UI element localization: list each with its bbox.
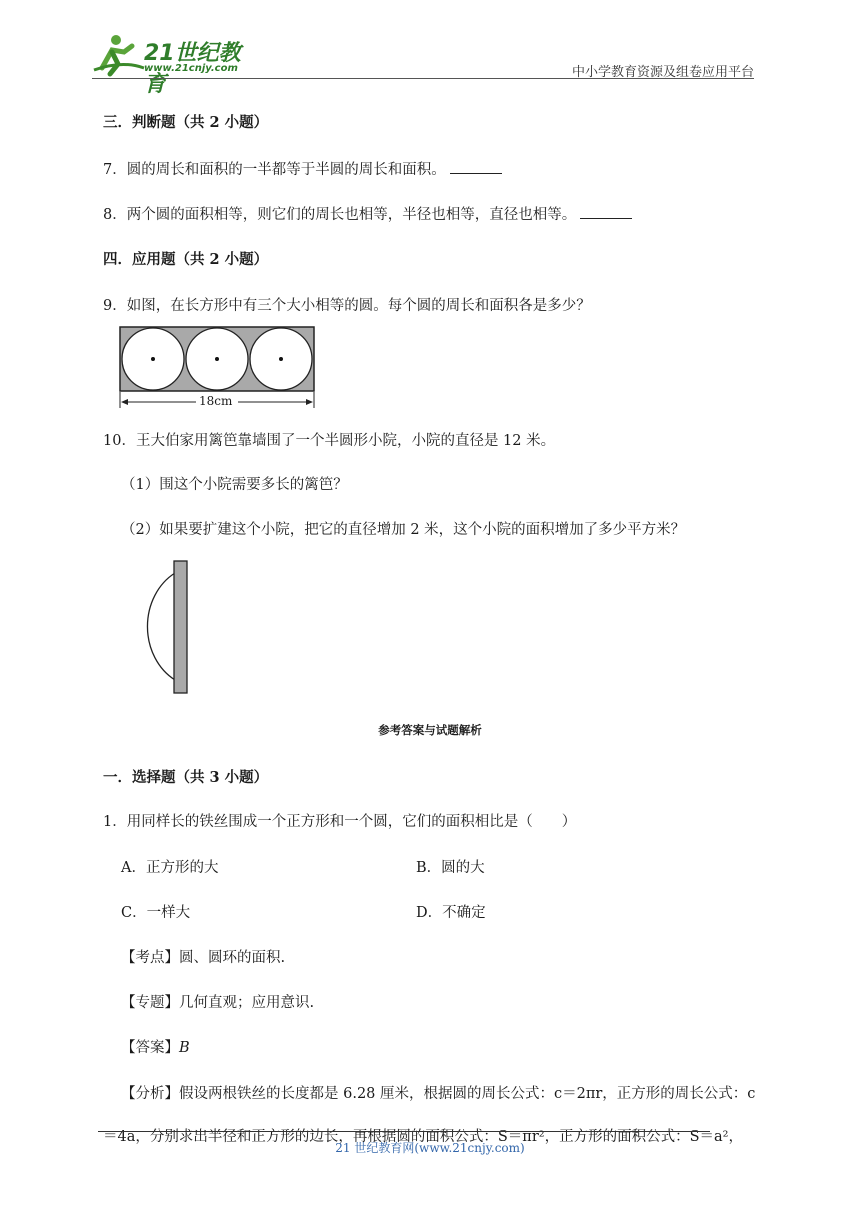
figure-semicircle-wall: [118, 558, 192, 698]
fenxi-line-1: 【分析】假设两根铁丝的长度都是 6.28 厘米，根据圆的周长公式：c＝2πr，正方形的周长公式：c: [121, 1086, 756, 1102]
answer-question-1: 1．用同样长的铁丝围成一个正方形和一个圆，它们的面积相比是（ ）: [103, 814, 577, 830]
question-8-text: 8．两个圆的面积相等，则它们的周长也相等，半径也相等，直径也相等。: [103, 207, 577, 223]
option-b: B．圆的大: [416, 860, 485, 876]
question-8-blank[interactable]: [580, 206, 632, 219]
question-7: [103, 158, 502, 179]
option-c: C．一样大: [121, 905, 191, 921]
header-divider: [92, 78, 754, 79]
header-platform-text: 中小学教育资源及组卷应用平台: [571, 65, 754, 80]
question-7-text: 7．圆的周长和面积的一半都等于半圆的周长和面积。: [103, 162, 446, 178]
answer-value: B: [179, 1040, 190, 1056]
section4-title: 四．应用题（共 2 小题）: [103, 251, 269, 268]
logo-main-text: 21世纪教育: [144, 41, 241, 97]
question-7-blank[interactable]: [450, 161, 502, 174]
section3-title: 三．判断题（共 2 小题）: [103, 114, 269, 131]
zhuanti-text: 【专题】几何直观；应用意识.: [121, 995, 315, 1011]
site-logo: [92, 30, 262, 97]
kaodian-text: 【考点】圆、圆环的面积.: [121, 950, 286, 966]
option-d: D．不确定: [416, 905, 486, 921]
fenxi-line-2: ＝4a，分别求出半径和正方形的边长，再根据圆的面积公式：S＝πr²，正方形的面积公式：S＝a²，: [103, 1129, 743, 1145]
answers-section1-title: 一．选择题（共 3 小题）: [103, 769, 269, 786]
question-10: 10．王大伯家用篱笆靠墙围了一个半圆形小院，小院的直径是 12 米。: [103, 433, 556, 449]
question-10-part1: （1）围这个小院需要多长的篱笆？: [121, 477, 348, 493]
footer-divider: [98, 1131, 710, 1132]
question-10-part2: （2）如果要扩建这个小院，把它的直径增加 2 米，这个小院的面积增加了多少平方米？: [121, 522, 686, 538]
question-8: [103, 203, 632, 224]
figure-9-length-label: 18cm: [199, 394, 233, 408]
option-a: A．正方形的大: [121, 860, 219, 876]
answer-line: [121, 1036, 190, 1057]
semicircle-wall-diagram: [118, 558, 192, 698]
footer-text[interactable]: 21 世纪教育网(www.21cnjy.com): [335, 1141, 525, 1155]
logo-sub-text: www.21cnjy.com: [144, 63, 238, 74]
answer-label: 【答案】: [121, 1040, 179, 1056]
answers-title: 参考答案与试题解析: [378, 723, 482, 737]
figure-rectangle-circles: [116, 324, 320, 412]
question-9: 9．如图，在长方形中有三个大小相等的圆。每个圆的周长和面积各是多少？: [103, 298, 591, 314]
